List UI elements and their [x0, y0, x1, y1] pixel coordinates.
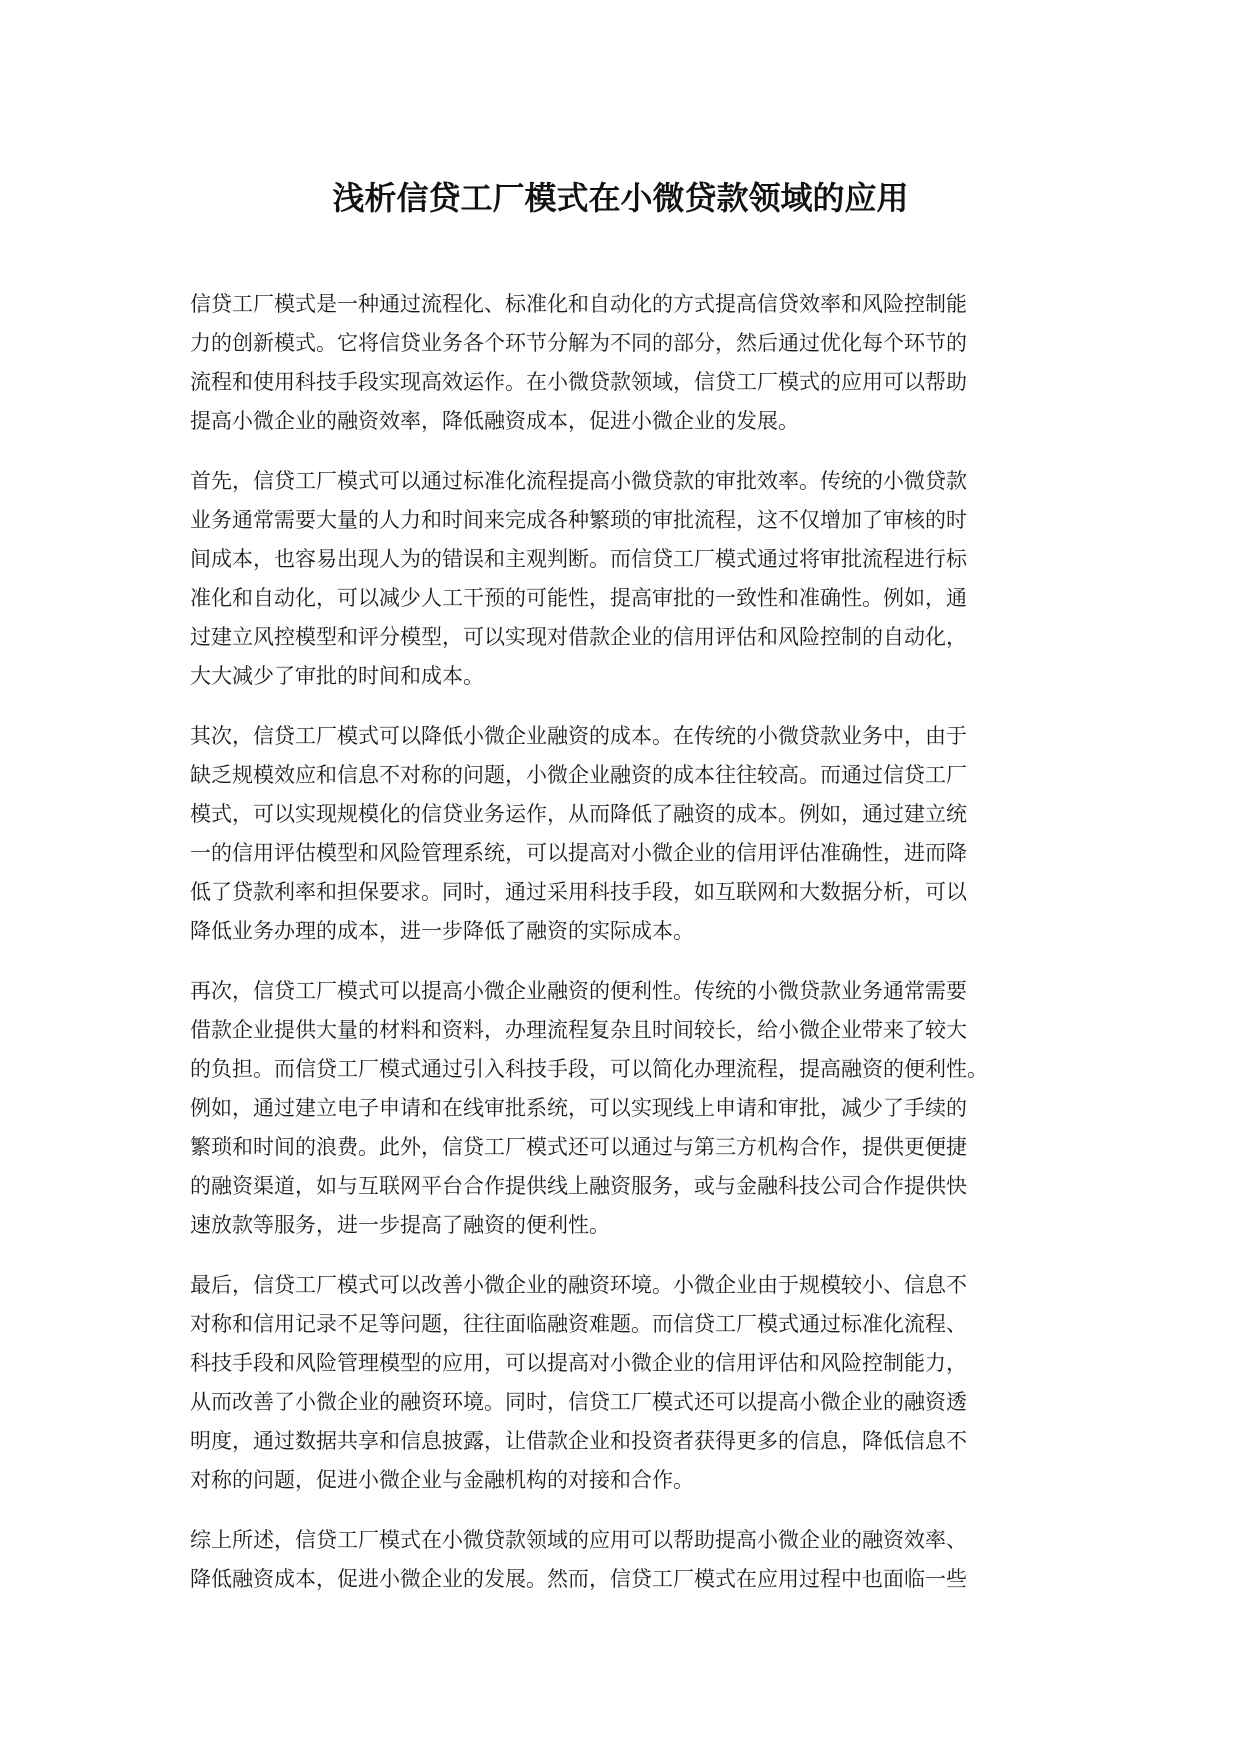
- text-line: 明度，通过数据共享和信息披露，让借款企业和投资者获得更多的信息，降低信息不: [190, 1429, 967, 1453]
- text-line: 科技手段和风险管理模型的应用，可以提高对小微企业的信用评估和风险控制能力，: [190, 1351, 967, 1375]
- text-line: 一的信用评估模型和风险管理系统，可以提高对小微企业的信用评估准确性，进而降: [190, 841, 967, 865]
- text-line: 对称的问题，促进小微企业与金融机构的对接和合作。: [190, 1468, 694, 1492]
- text-line: 降低业务办理的成本，进一步降低了融资的实际成本。: [190, 919, 694, 943]
- text-line: 速放款等服务，进一步提高了融资的便利性。: [190, 1213, 610, 1237]
- text-line: 例如，通过建立电子申请和在线审批系统，可以实现线上申请和审批，减少了手续的: [190, 1096, 967, 1120]
- text-line: 提高小微企业的融资效率，降低融资成本，促进小微企业的发展。: [190, 409, 799, 433]
- text-line: 从而改善了小微企业的融资环境。同时，信贷工厂模式还可以提高小微企业的融资透: [190, 1390, 967, 1414]
- text-line: 最后，信贷工厂模式可以改善小微企业的融资环境。小微企业由于规模较小、信息不: [190, 1273, 967, 1297]
- text-line: 业务通常需要大量的人力和时间来完成各种繁琐的审批流程，这不仅增加了审核的时: [190, 508, 967, 532]
- paragraph-first: [190, 462, 1050, 696]
- text-line: 其次，信贷工厂模式可以降低小微企业融资的成本。在传统的小微贷款业务中，由于: [190, 724, 967, 748]
- page-title: 浅析信贷工厂模式在小微贷款领域的应用: [332, 179, 909, 217]
- text-line: 缺乏规模效应和信息不对称的问题，小微企业融资的成本往往较高。而通过信贷工厂: [190, 763, 967, 787]
- paragraph-third: [190, 972, 1050, 1245]
- text-line: 借款企业提供大量的材料和资料，办理流程复杂且时间较长，给小微企业带来了较大: [190, 1018, 967, 1042]
- text-line: 间成本，也容易出现人为的错误和主观判断。而信贷工厂模式通过将审批流程进行标: [190, 547, 967, 571]
- text-line: 的负担。而信贷工厂模式通过引入科技手段，可以简化办理流程，提高融资的便利性。: [190, 1057, 988, 1081]
- text-line: 对称和信用记录不足等问题，往往面临融资难题。而信贷工厂模式通过标准化流程、: [190, 1312, 967, 1336]
- text-line: 降低融资成本，促进小微企业的发展。然而，信贷工厂模式在应用过程中也面临一些: [190, 1567, 967, 1591]
- text-line: 准化和自动化，可以减少人工干预的可能性，提高审批的一致性和准确性。例如，通: [190, 586, 967, 610]
- text-line: 综上所述，信贷工厂模式在小微贷款领域的应用可以帮助提高小微企业的融资效率、: [190, 1528, 967, 1552]
- text-line: 繁琐和时间的浪费。此外，信贷工厂模式还可以通过与第三方机构合作，提供更便捷: [190, 1135, 967, 1159]
- text-line: 再次，信贷工厂模式可以提高小微企业融资的便利性。传统的小微贷款业务通常需要: [190, 979, 967, 1003]
- text-line: 模式，可以实现规模化的信贷业务运作，从而降低了融资的成本。例如，通过建立统: [190, 802, 967, 826]
- paragraph-second: [190, 717, 1050, 951]
- text-line: 首先，信贷工厂模式可以通过标准化流程提高小微贷款的审批效率。传统的小微贷款: [190, 469, 967, 493]
- paragraph-fourth: [190, 1266, 1050, 1500]
- text-line: 力的创新模式。它将信贷业务各个环节分解为不同的部分，然后通过优化每个环节的: [190, 331, 967, 355]
- text-line: 的融资渠道，如与互联网平台合作提供线上融资服务，或与金融科技公司合作提供快: [190, 1174, 967, 1198]
- text-line: 信贷工厂模式是一种通过流程化、标准化和自动化的方式提高信贷效率和风险控制能: [190, 292, 967, 316]
- paragraph-intro: [190, 285, 1050, 441]
- text-line: 低了贷款利率和担保要求。同时，通过采用科技手段，如互联网和大数据分析，可以: [190, 880, 967, 904]
- paragraph-conclusion: [190, 1521, 1050, 1599]
- document-body: [190, 285, 1050, 1620]
- text-line: 过建立风控模型和评分模型，可以实现对借款企业的信用评估和风险控制的自动化，: [190, 625, 967, 649]
- text-line: 大大减少了审批的时间和成本。: [190, 664, 484, 688]
- text-line: 流程和使用科技手段实现高效运作。在小微贷款领域，信贷工厂模式的应用可以帮助: [190, 370, 967, 394]
